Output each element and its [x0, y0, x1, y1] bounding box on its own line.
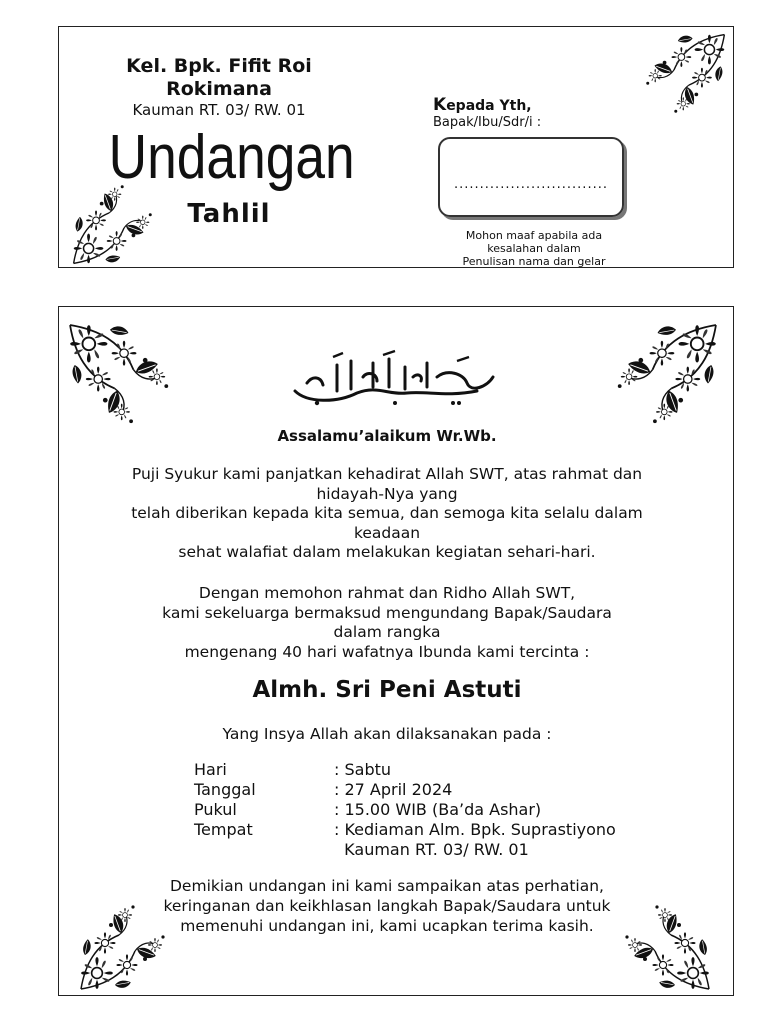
family-address: Kauman RT. 03/ RW. 01 [132, 101, 306, 119]
schedule-row-place: Tempat : Kediaman Alm. Bpk. Suprastiyono [194, 820, 616, 839]
schedule-row-time: Pukul : 15.00 WIB (Ba’da Ashar) [194, 800, 542, 819]
greeting: Assalamu’alaikum Wr.Wb. [277, 427, 497, 445]
opening-paragraph: Puji Syukur kami panjatkan kehadirat Allah SWT, atas rahmat dan hidayah-Nya yang telah diberikan kepada kita semua, dan semoga kita selalu dalam keadaan sehat walafiat dalam melakukan kegiatan sehari-hari. [131, 465, 643, 561]
invitation-subtitle: Tahlil [187, 199, 271, 229]
schedule-row-place-cont: Kauman RT. 03/ RW. 01 [334, 840, 529, 859]
letter-card [58, 306, 734, 996]
deceased-name: Almh. Sri Peni Astuti [252, 677, 522, 703]
invitation-title: Undangan [108, 123, 355, 192]
schedule-row-date: Tanggal : 27 April 2024 [194, 780, 453, 799]
event-schedule [194, 760, 616, 860]
recipient-label: Bapak/Ibu/Sdr/i : [433, 115, 542, 130]
floral-corner-icon [615, 313, 723, 431]
schedule-intro: Yang Insya Allah akan dilaksanakan pada : [222, 725, 552, 743]
family-name: Kel. Bpk. Fifit Roi Rokimana [126, 55, 312, 100]
floral-corner-icon [63, 313, 171, 431]
purpose-paragraph: Dengan memohon rahmat dan Ridho Allah SWT, kami sekeluarga bermaksud mengundang Bapak/Saudara dalam rangka mengenang 40 hari wafatnya Ibunda kami tercinta : [162, 584, 612, 661]
envelope-card [58, 26, 734, 268]
recipient-name-box[interactable] [438, 137, 624, 217]
addressee-heading: Kepada Yth, [433, 95, 532, 115]
floral-corner-icon [641, 29, 733, 115]
bismillah-calligraphy-icon [277, 347, 513, 417]
schedule-row-day: Hari : Sabtu [194, 760, 392, 779]
recipient-placeholder: .............................. [454, 177, 608, 192]
closing-paragraph: Demikian undangan ini kami sampaikan atas perhatian, keringanan dan keikhlasan langkah Bapak/Saudara untuk memenuhi undangan ini, kami ucapkan terima kasih. [163, 877, 611, 935]
apology-note: Mohon maaf apabila ada kesalahan dalam Penulisan nama dan gelar [462, 229, 606, 268]
floral-corner-icon [63, 183, 159, 269]
